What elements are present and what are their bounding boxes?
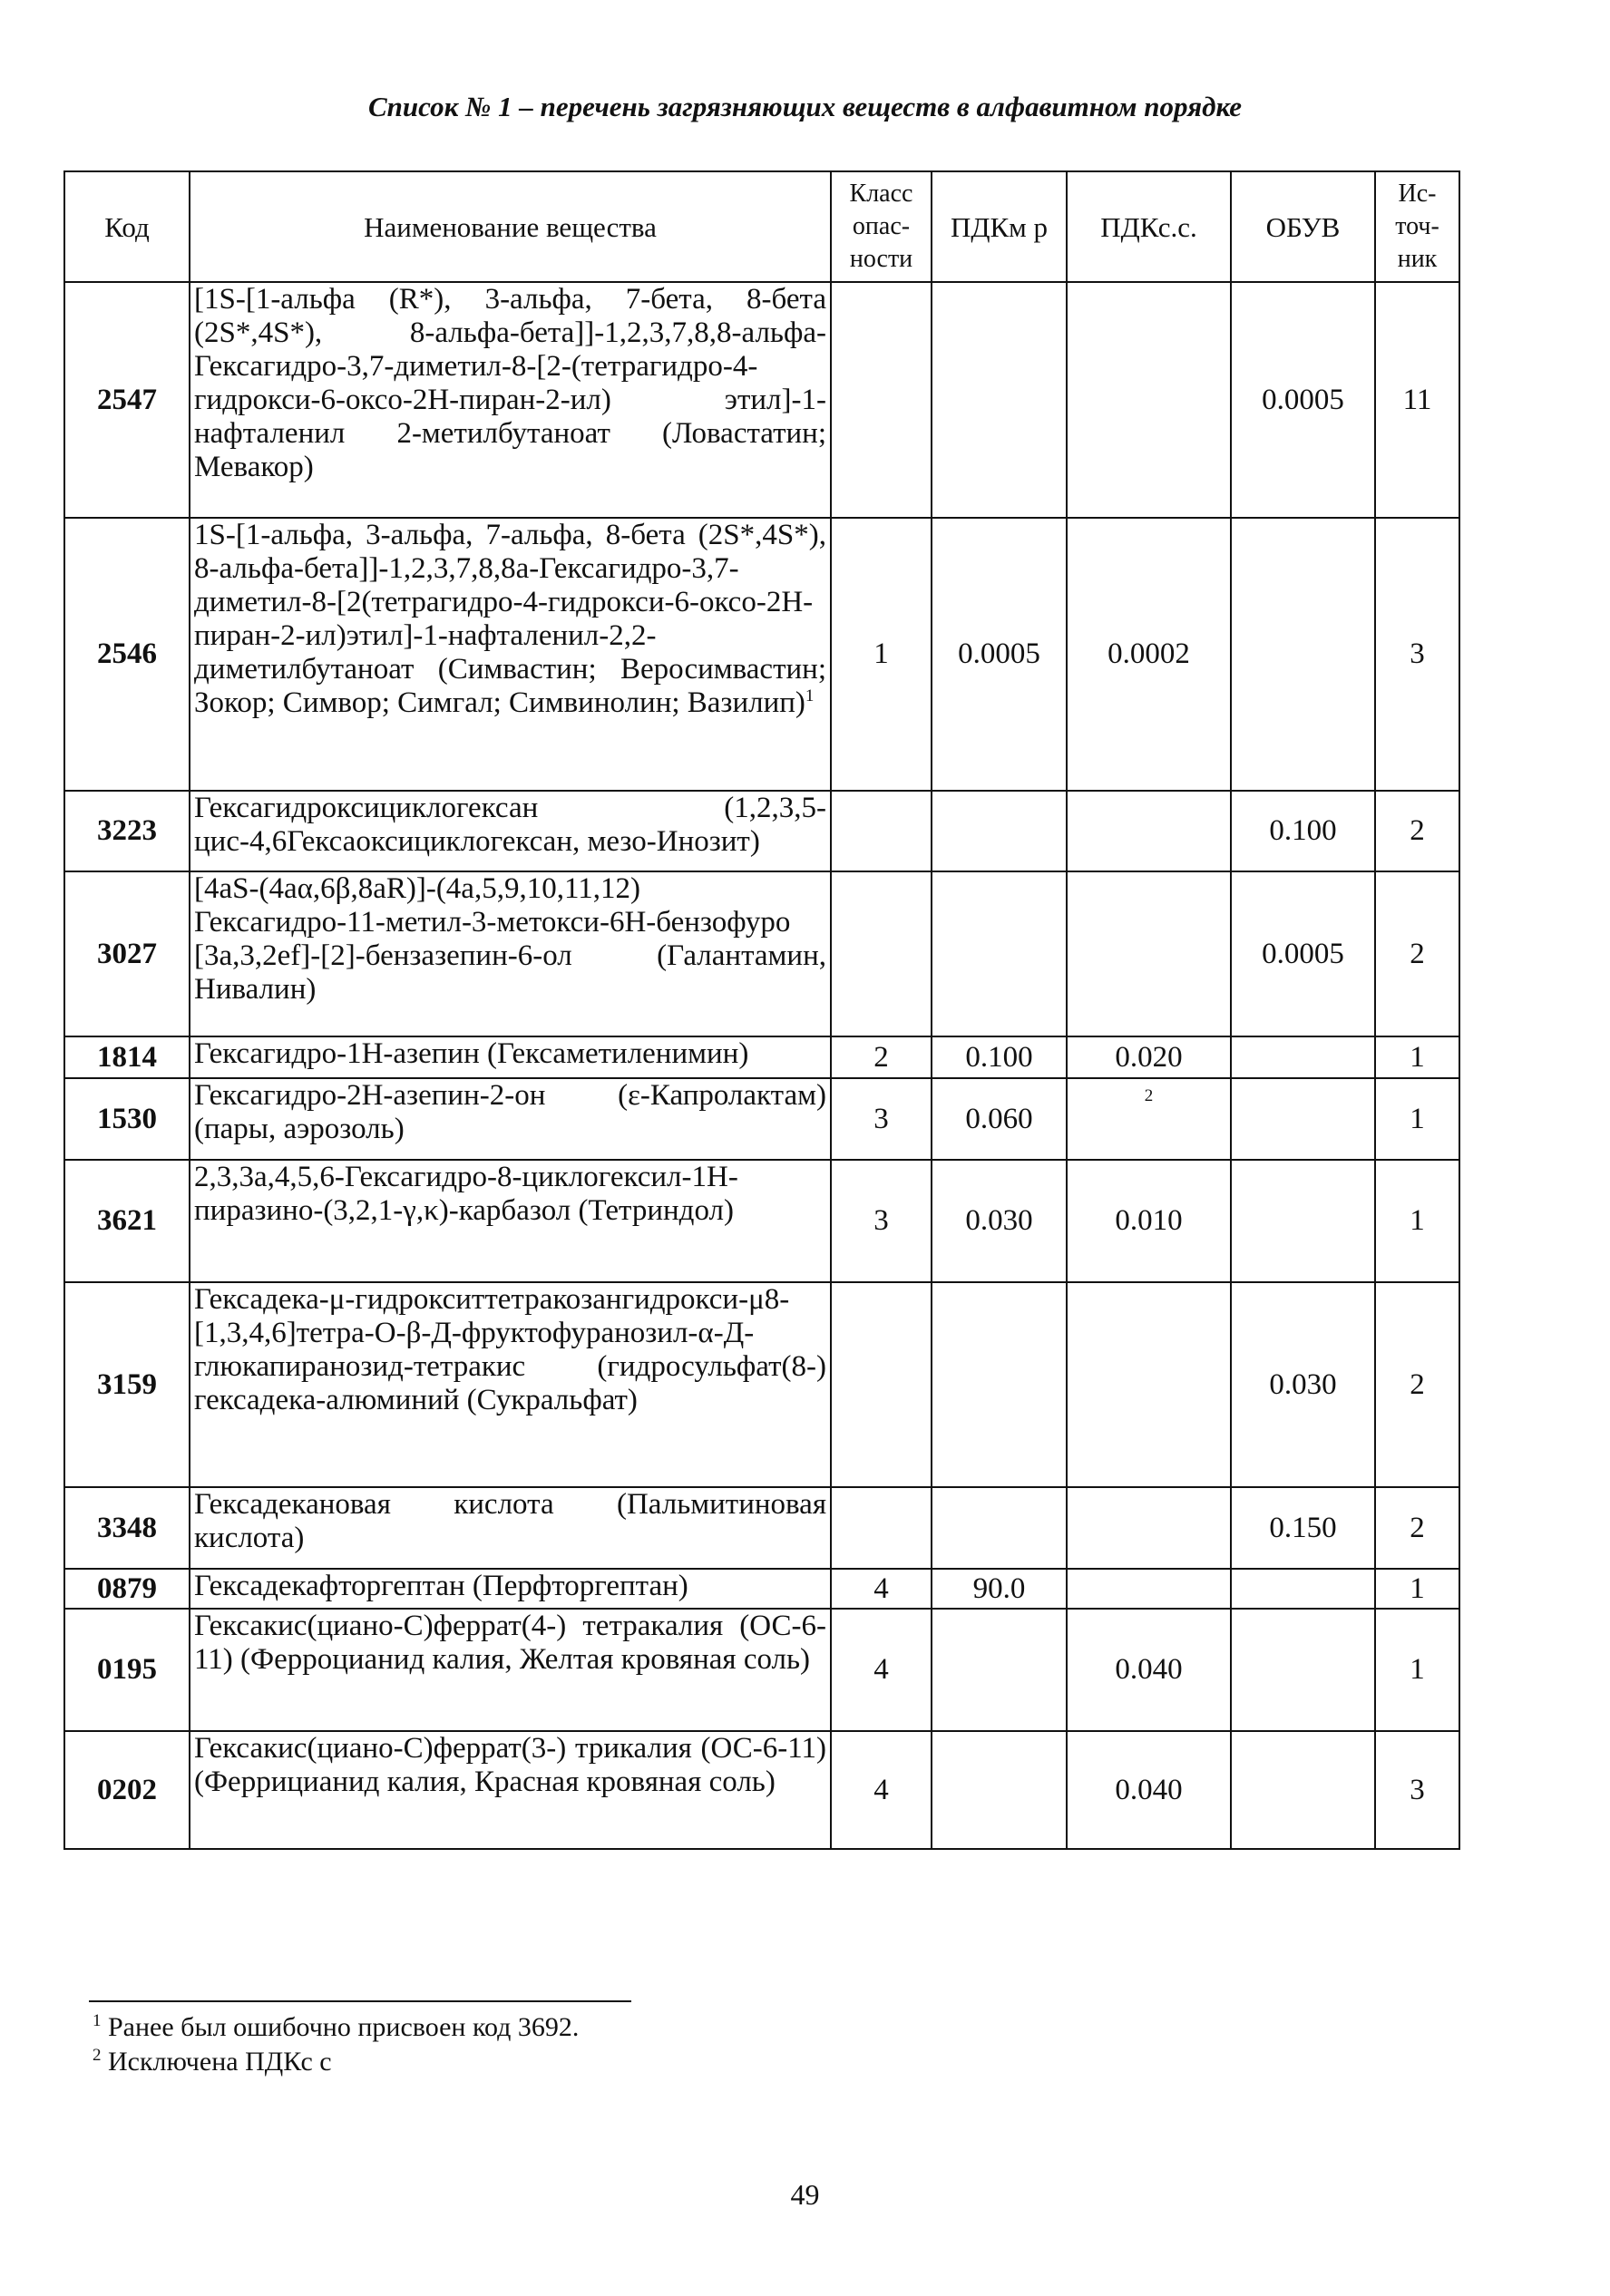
row-name-cell [190, 518, 831, 791]
row-pdk-mr: 90.0 [932, 1569, 1067, 1609]
row-name: Гексадека-μ-гидрокситтетракозангидрокси-μ8-[1,3,4,6]тетра-О-β-Д-фруктофуранозил-α-Д-глюкапиранозид-тетракис (гидросульфат(8-) гексадека-алюминий (Сукральфат) [190, 1282, 831, 1487]
row-hazard-class [831, 282, 932, 518]
row-name: Гексагидроксициклогексан (1,2,3,5-цис-4,6Гексаоксициклогексан, мезо-Инозит) [190, 791, 831, 871]
row-name: 2,3,3a,4,5,6-Гексагидро-8-циклогексил-1Н-пиразино-(3,2,1-γ,κ)-карбазол (Тетриндол) [190, 1160, 831, 1282]
row-pdk-ss: 0.040 [1067, 1609, 1231, 1731]
row-source: 2 [1375, 1282, 1459, 1487]
row-code: 3223 [64, 791, 190, 871]
row-hazard-class: 4 [831, 1569, 932, 1609]
row-pdk-mr [932, 791, 1067, 871]
row-source: 1 [1375, 1609, 1459, 1731]
row-pdk-ss: 0.010 [1067, 1160, 1231, 1282]
footnote-mark: 2 [93, 2046, 102, 2065]
row-hazard-class: 4 [831, 1731, 932, 1849]
header-source: Ис-точ-ник [1375, 171, 1459, 282]
row-pdk-mr [932, 1731, 1067, 1849]
row-hazard-class: 4 [831, 1609, 932, 1731]
row-code: 3159 [64, 1282, 190, 1487]
row-source: 1 [1375, 1036, 1459, 1078]
row-code: 0879 [64, 1569, 190, 1609]
table-row [64, 1078, 1459, 1160]
row-obuv [1231, 1160, 1375, 1282]
row-pdk-mr [932, 282, 1067, 518]
row-obuv [1231, 1609, 1375, 1731]
row-name: Гексагидро-1Н-азепин (Гексаметиленимин) [190, 1036, 831, 1078]
row-hazard-class: 1 [831, 518, 932, 791]
row-obuv [1231, 1569, 1375, 1609]
row-code: 2546 [64, 518, 190, 791]
row-source: 3 [1375, 1731, 1459, 1849]
footnote-ref: 2 [1144, 1086, 1154, 1105]
row-source: 1 [1375, 1160, 1459, 1282]
row-code: 3621 [64, 1160, 190, 1282]
table-row [64, 1036, 1459, 1078]
row-source: 1 [1375, 1078, 1459, 1160]
row-hazard-class [831, 1487, 932, 1569]
page-number: 49 [790, 2178, 820, 2211]
footnote-text: Ранее был ошибочно присвоен код 3692. [108, 2012, 580, 2042]
row-code: 0202 [64, 1731, 190, 1849]
table-row [64, 1569, 1459, 1609]
row-obuv: 0.030 [1231, 1282, 1375, 1487]
row-name: Гексакис(циано-С)феррат(3-) трикалия (ОС-6-11) (Феррицианид калия, Красная кровяная соль) [190, 1731, 831, 1849]
row-obuv [1231, 1078, 1375, 1160]
row-pdk-ss [1067, 791, 1231, 871]
substances-table [63, 170, 1460, 1850]
table-row [64, 1282, 1459, 1487]
header-pdk-mr: ПДКм р [932, 171, 1067, 282]
row-hazard-class: 2 [831, 1036, 932, 1078]
row-name: Гексадекановая кислота (Пальмитиновая кислота) [190, 1487, 831, 1569]
row-code: 1814 [64, 1036, 190, 1078]
row-source: 3 [1375, 518, 1459, 791]
row-obuv: 0.0005 [1231, 282, 1375, 518]
row-pdk-ss [1067, 1282, 1231, 1487]
row-obuv [1231, 1731, 1375, 1849]
footnote-ref: 1 [805, 686, 815, 705]
row-pdk-ss [1067, 282, 1231, 518]
row-obuv: 0.150 [1231, 1487, 1375, 1569]
table-row [64, 1487, 1459, 1569]
footnote-2 [93, 2046, 332, 2078]
row-pdk-ss: 0.020 [1067, 1036, 1231, 1078]
row-pdk-mr [932, 1609, 1067, 1731]
row-pdk-mr [932, 871, 1067, 1036]
row-pdk-ss [1067, 1487, 1231, 1569]
row-code: 1530 [64, 1078, 190, 1160]
row-obuv: 0.0005 [1231, 871, 1375, 1036]
row-code: 0195 [64, 1609, 190, 1731]
table-row [64, 518, 1459, 791]
row-name: Гексагидро-2Н-азепин-2-он (ε-Капролактам) (пары, аэрозоль) [190, 1078, 831, 1160]
header-name: Наименование вещества [190, 171, 831, 282]
row-source: 11 [1375, 282, 1459, 518]
row-obuv: 0.100 [1231, 791, 1375, 871]
row-pdk-mr: 0.0005 [932, 518, 1067, 791]
row-name: Гексакис(циано-С)феррат(4-) тетракалия (ОС-6-11) (Ферроцианид калия, Желтая кровяная соль) [190, 1609, 831, 1731]
row-pdk-mr: 0.030 [932, 1160, 1067, 1282]
footnote-text: Исключена ПДКс с [108, 2047, 332, 2077]
row-pdk-ss [1067, 871, 1231, 1036]
row-pdk-ss: 0.0002 [1067, 518, 1231, 791]
row-obuv [1231, 1036, 1375, 1078]
table-row [64, 1731, 1459, 1849]
row-name: 1S-[1-альфа, 3-альфа, 7-альфа, 8-бета (2S*,4S*), 8-альфа-бета]]-1,2,3,7,8,8а-Гексагидро-3,7-диметил-8-[2(тетрагидро-4-гидрокси-6-оксо-2Н-пиран-2-ил)этил]-1-нафталенил-2,2-диметилбутаноат (Симвастин; Веросимвастин; Зокор; Симвор; Симгал; Симвинолин; Вазилип) [194, 519, 826, 719]
footnote-divider [89, 2000, 631, 2002]
footnote-1 [93, 2011, 579, 2044]
row-pdk-mr: 0.100 [932, 1036, 1067, 1078]
row-name: [1S-[1-альфа (R*), 3-альфа, 7-бета, 8-бета (2S*,4S*), 8-альфа-бета]]-1,2,3,7,8,8-альфа-Гексагидро-3,7-диметил-8-[2-(тетрагидро-4-гидрокси-6-оксо-2Н-пиран-2-ил) этил]-1-нафталенил 2-метилбутаноат (Ловастатин; Мевакор) [190, 282, 831, 518]
row-pdk-mr: 0.060 [932, 1078, 1067, 1160]
row-pdk-ss [1067, 1569, 1231, 1609]
table-row [64, 282, 1459, 518]
row-pdk-ss-cell [1067, 1078, 1231, 1160]
row-code: 2547 [64, 282, 190, 518]
row-pdk-mr [932, 1282, 1067, 1487]
table-row [64, 1609, 1459, 1731]
row-pdk-ss: 0.040 [1067, 1731, 1231, 1849]
row-hazard-class [831, 871, 932, 1036]
row-source: 2 [1375, 1487, 1459, 1569]
table-row [64, 791, 1459, 871]
row-source: 2 [1375, 791, 1459, 871]
row-source: 2 [1375, 871, 1459, 1036]
header-hazard-class: Класс опас-ности [831, 171, 932, 282]
table-row [64, 871, 1459, 1036]
row-hazard-class: 3 [831, 1160, 932, 1282]
row-obuv [1231, 518, 1375, 791]
footnote-mark: 1 [93, 2011, 102, 2030]
row-code: 3027 [64, 871, 190, 1036]
row-name: [4aS-(4aα,6β,8aR)]-(4a,5,9,10,11,12) Гексагидро-11-метил-3-метокси-6Н-бензофуро [3a,3,2ef]-[2]-бензазепин-6-ол (Галантамин, Нивалин) [190, 871, 831, 1036]
row-code: 3348 [64, 1487, 190, 1569]
row-pdk-mr [932, 1487, 1067, 1569]
table-row [64, 1160, 1459, 1282]
header-obuv: ОБУВ [1231, 171, 1375, 282]
row-name: Гексадекафторгептан (Перфторгептан) [190, 1569, 831, 1609]
page-title: Список № 1 – перечень загрязняющих веществ в алфавитном порядке [367, 91, 1243, 122]
row-source: 1 [1375, 1569, 1459, 1609]
row-hazard-class [831, 791, 932, 871]
table-header-row [64, 171, 1459, 282]
header-code: Код [64, 171, 190, 282]
row-hazard-class: 3 [831, 1078, 932, 1160]
header-pdk-ss: ПДКс.с. [1067, 171, 1231, 282]
row-hazard-class [831, 1282, 932, 1487]
